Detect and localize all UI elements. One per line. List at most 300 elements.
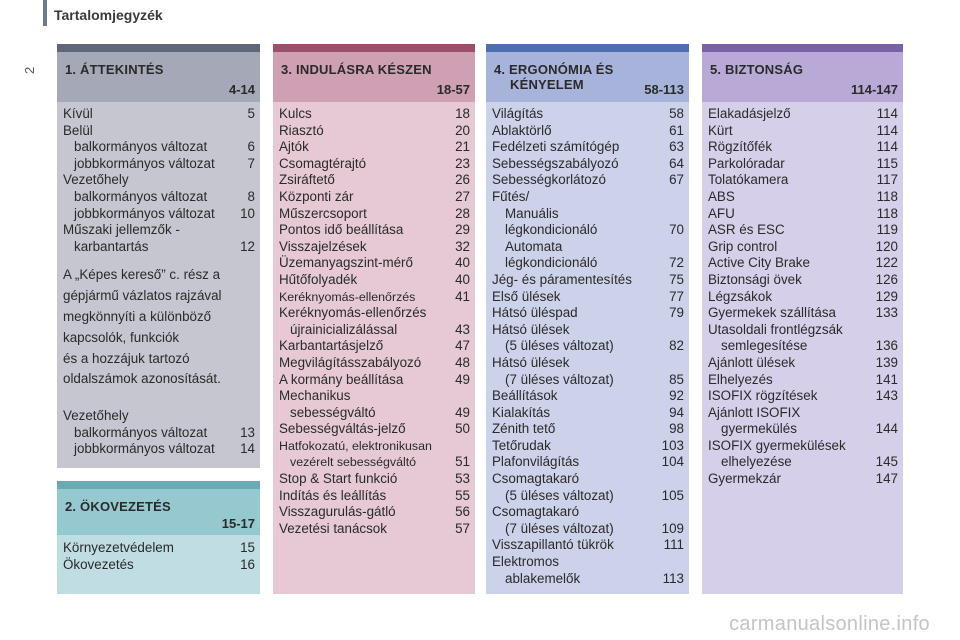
toc-entry-page: 32 xyxy=(455,238,470,254)
toc-entry[interactable] xyxy=(279,454,470,471)
toc-entry-page: 114 xyxy=(876,122,898,138)
section-title[interactable]: 4. ERGONÓMIA ÉS xyxy=(494,62,614,77)
toc-entry-label: Vezetőhely xyxy=(63,408,129,424)
toc-entry[interactable] xyxy=(492,471,684,488)
intro-line: gépjármű vázlatos rajzával xyxy=(63,288,222,304)
toc-entry-page: 75 xyxy=(669,271,684,287)
toc-entry[interactable] xyxy=(708,322,898,339)
toc-entry-label: Ablaktörlő xyxy=(492,122,552,138)
toc-entry[interactable] xyxy=(279,156,470,173)
toc-entry[interactable] xyxy=(279,106,470,123)
toc-entry-label: (5 üléses változat) xyxy=(505,338,614,354)
toc-entry-page: 58 xyxy=(669,106,684,121)
toc-entry[interactable] xyxy=(279,388,470,405)
toc-entry-label: jobbkormányos változat xyxy=(74,205,215,221)
toc-entry[interactable] xyxy=(708,454,898,471)
toc-entry-label: ASR és ESC xyxy=(708,222,785,238)
toc-entry-page: 57 xyxy=(455,520,470,536)
toc-entry-label: Visszajelzések xyxy=(279,238,367,254)
toc-entry-label: Parkolóradar xyxy=(708,155,785,171)
toc-entry[interactable] xyxy=(492,537,684,554)
section-strip xyxy=(57,44,260,52)
toc-entry-label: Csomagtérajtó xyxy=(279,155,367,171)
toc-entry-label: Rögzítőfék xyxy=(708,139,773,155)
toc-entry[interactable] xyxy=(63,139,255,156)
toc-entry-page: 118 xyxy=(876,205,898,221)
toc-entry-label: Sebességszabályozó xyxy=(492,155,619,171)
page-number: 2 xyxy=(22,66,37,74)
toc-entry-label: Riasztó xyxy=(279,122,324,138)
toc-entry-page: 40 xyxy=(455,271,470,287)
toc-list xyxy=(273,102,475,537)
toc-entry[interactable] xyxy=(492,454,684,471)
toc-entry-page: 147 xyxy=(875,471,898,487)
toc-entry-page: 118 xyxy=(876,188,898,204)
toc-entry-page: 64 xyxy=(669,155,684,171)
toc-entry[interactable] xyxy=(279,372,470,389)
toc-entry[interactable] xyxy=(63,441,255,458)
toc-entry-label: Fedélzeti számítógép xyxy=(492,139,620,155)
toc-entry-page: 63 xyxy=(669,139,684,155)
toc-entry[interactable] xyxy=(279,355,470,372)
toc-entry-label: Ökovezetés xyxy=(63,556,134,572)
toc-entry[interactable] xyxy=(708,123,898,140)
toc-entry-label: Első ülések xyxy=(492,288,561,304)
toc-entry-page: 49 xyxy=(455,371,470,387)
toc-entry[interactable] xyxy=(708,289,898,306)
toc-entry-page: 85 xyxy=(669,371,684,387)
section-title-block xyxy=(57,489,260,535)
toc-entry-page: 7 xyxy=(247,155,255,171)
toc-entry-label: jobbkormányos változat xyxy=(74,441,215,457)
toc-entry-label: Kulcs xyxy=(279,106,312,121)
toc-entry-page: 109 xyxy=(661,520,684,536)
toc-entry[interactable] xyxy=(279,272,470,289)
toc-entry[interactable] xyxy=(708,471,898,488)
toc-entry[interactable] xyxy=(708,438,898,455)
section-strip xyxy=(486,44,689,52)
toc-entry-page: 13 xyxy=(240,424,255,440)
toc-entry-page: 29 xyxy=(455,222,470,238)
toc-entry-page: 5 xyxy=(247,106,255,121)
toc-entry-label: Beállítások xyxy=(492,388,558,404)
section-title[interactable]: 5. BIZTONSÁG xyxy=(710,62,804,77)
toc-entry-page: 82 xyxy=(669,338,684,354)
toc-entry-label: Központi zár xyxy=(279,188,354,204)
toc-entry[interactable] xyxy=(708,206,898,223)
toc-entry-label: balkormányos változat xyxy=(74,424,208,440)
toc-entry-page: 48 xyxy=(455,354,470,370)
toc-entry-label: Légzsákok xyxy=(708,288,773,304)
toc-entry[interactable] xyxy=(492,405,684,422)
toc-entry-page: 77 xyxy=(669,288,684,304)
toc-entry[interactable] xyxy=(492,554,684,571)
toc-entry-page: 94 xyxy=(669,404,684,420)
toc-entry-page: 126 xyxy=(875,271,898,287)
toc-entry-label: Automata xyxy=(505,238,563,254)
section-page-range: 4-14 xyxy=(228,82,255,97)
toc-entry[interactable] xyxy=(492,355,684,372)
toc-entry-label: Üzemanyagszint-mérő xyxy=(279,255,413,271)
toc-entry-label: Ajtók xyxy=(279,139,309,155)
toc-entry-label: Ajánlott ISOFIX xyxy=(708,404,801,420)
toc-list xyxy=(57,102,260,458)
toc-entry-label: Hátsó ülések xyxy=(492,321,570,337)
toc-entry-page: 61 xyxy=(669,122,684,138)
toc-entry-page: 56 xyxy=(455,504,470,520)
toc-entry[interactable] xyxy=(279,222,470,239)
toc-entry-page: 6 xyxy=(247,139,255,155)
header-accent-bar xyxy=(43,0,47,26)
toc-entry[interactable] xyxy=(492,372,684,389)
toc-entry[interactable] xyxy=(708,239,898,256)
toc-entry[interactable] xyxy=(492,106,684,123)
section-page-range: 15-17 xyxy=(221,516,255,531)
toc-entry[interactable] xyxy=(279,239,470,256)
toc-list xyxy=(57,535,260,573)
toc-entry[interactable] xyxy=(492,222,684,239)
toc-entry-page: 119 xyxy=(876,222,898,238)
toc-entry[interactable] xyxy=(492,438,684,455)
toc-entry-label: (7 üléses változat) xyxy=(505,371,614,387)
toc-entry-label: semlegesítése xyxy=(721,338,808,354)
toc-entry-label: Hátsó ülések xyxy=(492,354,570,370)
toc-entry-page: 16 xyxy=(240,556,255,572)
toc-entry[interactable] xyxy=(63,408,255,425)
toc-entry-page: 136 xyxy=(875,338,898,354)
toc-entry[interactable] xyxy=(492,255,684,272)
toc-entry[interactable] xyxy=(492,272,684,289)
section-page-range: 114-147 xyxy=(851,82,898,97)
toc-entry-page: 79 xyxy=(669,305,684,321)
toc-entry-label: Kürt xyxy=(708,122,733,138)
toc-entry-page: 105 xyxy=(661,487,684,503)
toc-entry[interactable] xyxy=(492,322,684,339)
toc-entry-label: Megvilágításszabályozó xyxy=(279,354,422,370)
toc-entry-label: Mechanikus xyxy=(279,388,351,404)
toc-entry-page: 114 xyxy=(876,139,898,155)
toc-entry[interactable] xyxy=(63,123,255,140)
toc-entry[interactable] xyxy=(492,239,684,256)
toc-entry[interactable] xyxy=(63,206,255,223)
toc-entry-page: 26 xyxy=(455,172,470,188)
toc-entry-page: 50 xyxy=(455,421,470,437)
toc-entry-page: 51 xyxy=(455,454,470,470)
toc-entry-label: elhelyezése xyxy=(721,454,792,470)
toc-entry-label: (7 üléses változat) xyxy=(505,520,614,536)
toc-entry-label: balkormányos változat xyxy=(74,139,208,155)
toc-entry-label: Kívül xyxy=(63,106,93,121)
section-strip xyxy=(702,44,903,52)
toc-entry[interactable] xyxy=(279,139,470,156)
toc-entry-page: 47 xyxy=(455,338,470,354)
toc-entry-label: újrainicializálással xyxy=(290,321,398,337)
toc-entry-label: Elhelyezés xyxy=(708,371,773,387)
toc-entry-page: 8 xyxy=(247,188,255,204)
toc-entry-label: Keréknyomás-ellenőrzés xyxy=(279,289,416,304)
toc-entry-label: Elakadásjelző xyxy=(708,106,791,121)
intro-line: oldalszámok azonosítását. xyxy=(63,371,221,387)
toc-entry-page: 55 xyxy=(455,487,470,503)
toc-entry[interactable] xyxy=(63,189,255,206)
toc-entry[interactable] xyxy=(708,222,898,239)
toc-entry[interactable] xyxy=(279,421,470,438)
toc-entry-label: Zsiráftető xyxy=(279,172,335,188)
toc-entry[interactable] xyxy=(279,172,470,189)
toc-entry-label: Karbantartásjelző xyxy=(279,338,384,354)
toc-entry[interactable] xyxy=(708,388,898,405)
toc-entry-label: Pontos idő beállítása xyxy=(279,222,404,238)
toc-entry-label: Zénith tető xyxy=(492,421,556,437)
toc-entry[interactable] xyxy=(279,189,470,206)
toc-entry-page: 145 xyxy=(875,454,898,470)
toc-entry-label: Active City Brake xyxy=(708,255,810,271)
toc-entry-page: 18 xyxy=(455,106,470,121)
toc-entry-page: 133 xyxy=(875,305,898,321)
toc-entry-label: Keréknyomás-ellenőrzés xyxy=(279,305,427,321)
toc-entry-label: Jég- és páramentesítés xyxy=(492,271,632,287)
toc-entry[interactable] xyxy=(708,421,898,438)
toc-entry[interactable] xyxy=(708,189,898,206)
toc-entry[interactable] xyxy=(708,272,898,289)
toc-entry-page: 111 xyxy=(663,537,684,553)
toc-entry-label: karbantartás xyxy=(74,238,149,254)
toc-entry-label: Elektromos xyxy=(492,554,559,570)
toc-entry[interactable] xyxy=(492,189,684,206)
toc-entry-label: Biztonsági övek xyxy=(708,271,802,287)
toc-entry-page: 28 xyxy=(455,205,470,221)
toc-entry-label: balkormányos változat xyxy=(74,188,208,204)
toc-entry-label: Műszaki jellemzők - xyxy=(63,222,180,238)
toc-entry-label: Vezetőhely xyxy=(63,172,129,188)
toc-entry[interactable] xyxy=(279,338,470,355)
toc-list xyxy=(486,102,689,587)
toc-entry[interactable] xyxy=(63,172,255,189)
section-eco-driving xyxy=(57,481,260,594)
toc-entry-page: 143 xyxy=(875,388,898,404)
toc-entry-page: 43 xyxy=(455,321,470,337)
toc-entry[interactable] xyxy=(708,305,898,322)
toc-entry-label: Tolatókamera xyxy=(708,172,789,188)
toc-entry-page: 117 xyxy=(876,172,898,188)
toc-entry[interactable] xyxy=(492,123,684,140)
toc-entry-page: 139 xyxy=(875,354,898,370)
toc-entry[interactable] xyxy=(492,172,684,189)
toc-entry-page: 49 xyxy=(455,404,470,420)
toc-entry[interactable] xyxy=(492,488,684,505)
section-title-block xyxy=(273,52,475,102)
toc-entry-page: 122 xyxy=(875,255,898,271)
toc-entry-label: ABS xyxy=(708,188,735,204)
toc-entry-label: Hátsó üléspad xyxy=(492,305,578,321)
toc-entry-page: 53 xyxy=(455,471,470,487)
toc-entry-label: ablakemelők xyxy=(505,570,581,586)
toc-entry-label: Belül xyxy=(63,122,93,138)
toc-entry-label: Plafonvilágítás xyxy=(492,454,580,470)
toc-entry-label: Tetőrudak xyxy=(492,437,551,453)
toc-entry-page: 98 xyxy=(669,421,684,437)
toc-entry[interactable] xyxy=(279,521,470,538)
section-strip xyxy=(273,44,475,52)
toc-entry[interactable] xyxy=(708,255,898,272)
toc-entry-label: Hűtőfolyadék xyxy=(279,271,358,287)
section-title-block xyxy=(486,52,689,102)
section-page-range: 58-113 xyxy=(644,82,684,97)
toc-entry-page: 12 xyxy=(240,238,255,254)
toc-entry-page: 23 xyxy=(455,155,470,171)
toc-entry-page: 67 xyxy=(669,172,684,188)
toc-entry[interactable] xyxy=(492,521,684,538)
toc-entry-label: Kialakítás xyxy=(492,404,551,420)
toc-entry-page: 141 xyxy=(875,371,898,387)
toc-entry[interactable] xyxy=(708,139,898,156)
section-title[interactable]: 3. INDULÁSRA KÉSZEN xyxy=(281,62,432,77)
toc-entry[interactable] xyxy=(708,172,898,189)
toc-entry[interactable] xyxy=(63,106,255,123)
section-title-block xyxy=(702,52,903,102)
toc-entry-page: 15 xyxy=(240,540,255,555)
toc-entry-label: Visszagurulás-gátló xyxy=(279,504,396,520)
toc-entry-label: sebességváltó xyxy=(290,404,376,420)
toc-entry[interactable] xyxy=(279,206,470,223)
toc-entry-label: Gyermekek szállítása xyxy=(708,305,836,321)
toc-entry[interactable] xyxy=(492,139,684,156)
toc-entry[interactable] xyxy=(63,222,255,239)
toc-entry[interactable] xyxy=(279,438,470,455)
toc-entry-page: 92 xyxy=(669,388,684,404)
toc-entry-page: 104 xyxy=(661,454,684,470)
section-title-block xyxy=(57,52,260,102)
toc-entry-label: jobbkormányos változat xyxy=(74,155,215,171)
toc-entry-label: Vezetési tanácsok xyxy=(279,520,387,536)
toc-entry-label: ISOFIX gyermekülések xyxy=(708,437,846,453)
toc-entry[interactable] xyxy=(492,571,684,588)
toc-entry-label: Utasoldali frontlégzsák xyxy=(708,321,843,337)
toc-entry[interactable] xyxy=(279,305,470,322)
toc-entry[interactable] xyxy=(279,471,470,488)
toc-entry-label: Manuális xyxy=(505,205,559,221)
toc-entry[interactable] xyxy=(708,405,898,422)
section-title-line2: KÉNYELEM xyxy=(510,77,584,92)
toc-entry[interactable] xyxy=(279,255,470,272)
spacer xyxy=(63,390,255,408)
toc-entry-label: Műszercsoport xyxy=(279,205,367,221)
toc-entry-label: Sebességkorlátozó xyxy=(492,172,606,188)
page-title: Tartalomjegyzék xyxy=(54,7,163,23)
toc-entry-label: Világítás xyxy=(492,106,544,121)
toc-entry[interactable] xyxy=(492,305,684,322)
toc-entry-label: A kormány beállítása xyxy=(279,371,404,387)
toc-entry-page: 27 xyxy=(455,188,470,204)
intro-paragraph xyxy=(63,265,255,390)
toc-entry-label: ISOFIX rögzítések xyxy=(708,388,818,404)
toc-entry[interactable] xyxy=(279,405,470,422)
toc-entry[interactable] xyxy=(708,372,898,389)
toc-entry-label: Hatfokozatú, elektronikusan xyxy=(279,438,432,453)
section-ergonomics-comfort xyxy=(486,44,689,594)
toc-entry[interactable] xyxy=(63,425,255,442)
toc-entry-label: Csomagtakaró xyxy=(492,504,580,520)
toc-entry-label: vezérelt sebességváltó xyxy=(290,455,417,470)
toc-entry-page: 70 xyxy=(669,222,684,238)
toc-entry-label: Környezetvédelem xyxy=(63,540,174,555)
toc-entry[interactable] xyxy=(492,289,684,306)
toc-entry[interactable] xyxy=(492,338,684,355)
intro-line: A „Képes kereső” c. rész a xyxy=(63,267,221,283)
toc-entry[interactable] xyxy=(492,504,684,521)
toc-entry-page: 14 xyxy=(240,441,255,457)
toc-entry-label: Stop & Start funkció xyxy=(279,471,398,487)
intro-line: kapcsolók, funkciók xyxy=(63,329,180,345)
toc-entry-label: Grip control xyxy=(708,238,778,254)
toc-entry[interactable] xyxy=(279,504,470,521)
toc-entry[interactable] xyxy=(708,355,898,372)
toc-entry-label: Gyermekzár xyxy=(708,471,781,487)
toc-entry[interactable] xyxy=(279,123,470,140)
toc-entry-label: Csomagtakaró xyxy=(492,471,580,487)
section-title[interactable]: 2. ÖKOVEZETÉS xyxy=(65,499,171,514)
toc-entry[interactable] xyxy=(63,540,255,557)
toc-entry-label: gyermekülés xyxy=(721,421,797,437)
toc-entry[interactable] xyxy=(492,388,684,405)
toc-entry-page: 72 xyxy=(669,255,684,271)
toc-entry-page: 113 xyxy=(662,570,684,586)
section-safety xyxy=(702,44,903,594)
toc-entry-page: 10 xyxy=(240,205,255,221)
toc-entry[interactable] xyxy=(492,156,684,173)
intro-line: megkönnyíti a különböző xyxy=(63,308,212,324)
toc-entry[interactable] xyxy=(708,106,898,123)
toc-entry-label: Sebességváltás-jelző xyxy=(279,421,406,437)
toc-entry-page: 129 xyxy=(875,288,898,304)
toc-entry-page: 103 xyxy=(661,437,684,453)
toc-entry-page: 21 xyxy=(455,139,470,155)
toc-entry[interactable] xyxy=(63,239,255,256)
toc-entry[interactable] xyxy=(279,488,470,505)
toc-entry-page: 120 xyxy=(875,238,898,254)
intro-line: és a hozzájuk tartozó xyxy=(63,350,190,366)
toc-entry[interactable] xyxy=(708,338,898,355)
toc-list xyxy=(702,102,903,488)
toc-entry-label: Fűtés/ xyxy=(492,188,530,204)
section-title[interactable]: 1. ÁTTEKINTÉS xyxy=(65,62,164,77)
toc-entry-page: 115 xyxy=(876,155,898,171)
toc-entry-page: 144 xyxy=(875,421,898,437)
toc-entry-label: AFU xyxy=(708,205,735,221)
section-page-range: 18-57 xyxy=(436,82,470,97)
toc-entry-page: 114 xyxy=(876,106,898,121)
toc-entry[interactable] xyxy=(279,322,470,339)
toc-entry-label: légkondicionáló xyxy=(505,255,598,271)
section-strip xyxy=(57,481,260,489)
toc-entry[interactable] xyxy=(708,156,898,173)
section-overview xyxy=(57,44,260,468)
toc-entry-page: 20 xyxy=(455,122,470,138)
toc-entry-label: Indítás és leállítás xyxy=(279,487,387,503)
section-getting-started xyxy=(273,44,475,594)
toc-entry[interactable] xyxy=(63,557,255,574)
toc-entry-label: légkondicionáló xyxy=(505,222,598,238)
toc-entry[interactable] xyxy=(63,156,255,173)
toc-entry-label: Ajánlott ülések xyxy=(708,354,796,370)
toc-entry[interactable] xyxy=(492,421,684,438)
watermark: carmanualsonline.info xyxy=(729,613,930,635)
toc-entry-label: Visszapillantó tükrök xyxy=(492,537,614,553)
toc-entry-label: (5 üléses változat) xyxy=(505,487,614,503)
toc-entry[interactable] xyxy=(279,289,470,306)
toc-entry[interactable] xyxy=(492,206,684,223)
toc-entry-page: 41 xyxy=(455,288,470,304)
